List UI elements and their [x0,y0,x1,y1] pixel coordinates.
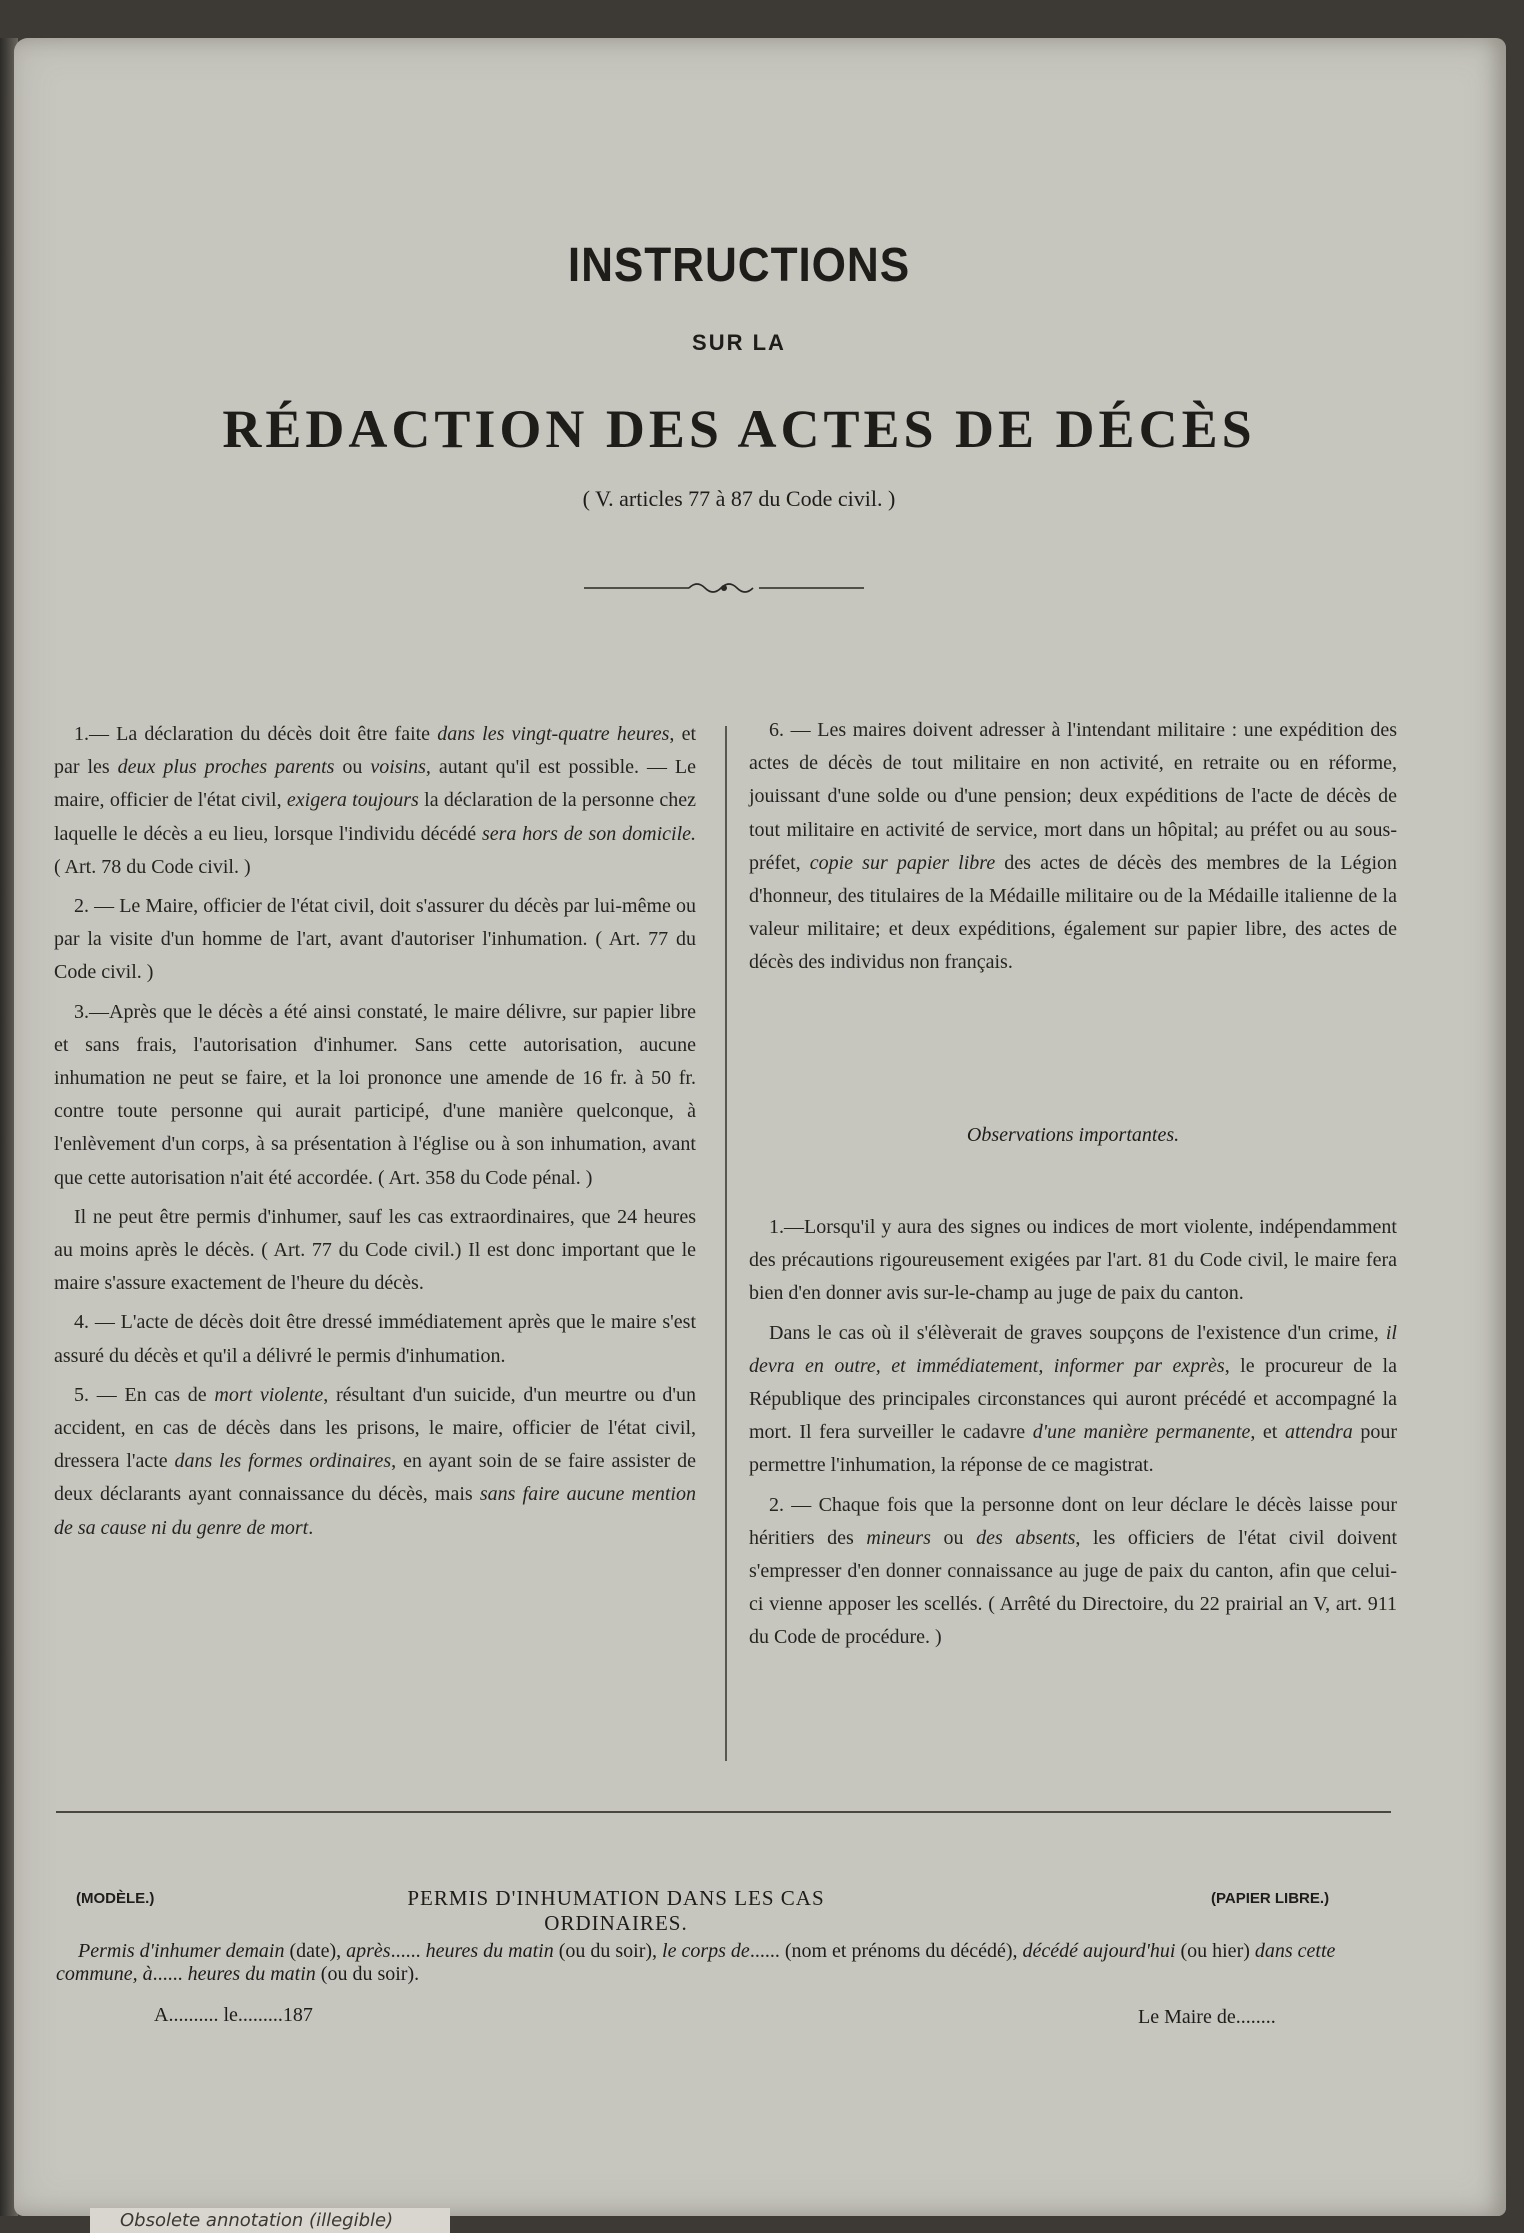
instruction-2: 2. — Le Maire, officier de l'état civil, doit s'assurer du décès par lui-même ou par la visite d'un homme de l'art, avant d'autoriser l'inhumation. ( Art. 77 du Code civil. ) [54,895,696,984]
mayor-signature-line: Le Maire de........ [1138,2006,1276,2028]
place-date-line: A.......... le.........187 [154,2004,313,2026]
observations-column [749,1211,1397,1661]
document-subtitle: SUR LA [692,330,786,355]
left-column [54,718,696,1551]
observation-2: 2. — Chaque fois que la personne dont on leur déclare le décès laisse pour héritiers des mineurs ou des absents, les officiers de l'état civil doivent s'empresser d'en donner connaissance au juge de paix du canton, afin que celui-ci vienne apposer les scellés. ( Arrêté du Directoire, du 22 prairial an V, art. 911 du Code de procédure. ) [749,1493,1398,1649]
instruction-3-note: Il ne peut être permis d'inhumer, sauf les cas extraordinaires, que 24 heures au moins après le décès. ( Art. 77 du Code civil.) Il est donc important que le maire s'assure exactement de l'heure du décès. [54,1205,696,1295]
document-page [14,38,1506,2216]
observation-1: 1.—Lorsqu'il y aura des signes ou indices de mort violente, indépendamment des précautions rigoureusement exigées par l'art. 81 du Code civil, le maire fera bien d'en donner avis sur-le-champ au juge de paix du canton. [749,1216,1397,1305]
instruction-3: 3.—Après que le décès a été ainsi constaté, le maire délivre, sur papier libre et sans frais, l'autorisation d'inhumer. Sans cette autorisation, aucune inhumation ne peut se faire, et la loi prononce une amende de 16 fr. à 50 fr. contre toute personne qui aurait participé, d'une manière quelconque, à l'enlèvement d'un corps, à sa présentation à l'église ou à son inhumation, avant que cette autorisation n'ait été accordée. ( Art. 358 du Code pénal. ) [54,1000,696,1189]
instruction-4: 4. — L'acte de décès doit être dressé immédiatement après que le maire s'est assuré du décès et qu'il a délivré le permis d'inhumation. [54,1311,696,1367]
permis-title: PERMIS D'INHUMATION DANS LES CAS ORDINAIRES. [407,1886,825,1935]
code-reference: ( V. articles 77 à 87 du Code civil. ) [582,486,896,511]
document-title: INSTRUCTIONS [567,239,911,292]
paper-label: (PAPIER LIBRE.) [1211,1890,1330,1907]
document-heading: RÉDACTION DES ACTES DE DÉCÈS [222,399,1256,459]
section-separator [56,1811,1391,1813]
next-page-edge: Obsolete annotation (illegible) [90,2208,450,2233]
instruction-6: 6. — Les maires doivent adresser à l'intendant militaire : une expédition des actes de décès de tout militaire en non activité, en retraite ou en réforme, jouissant d'une solde ou d'une pension; deux expéditions de l'acte de décès de tout militaire en activité de service, mort dans un hôpital; au préfet ou au sous-préfet, copie sur papier libre des actes de décès des membres de la Légion d'honneur, des titulaires de la Médaille militaire ou de la Médaille italienne de la valeur militaire; et deux expéditions, également sur papier libre, des actes de décès des individus non français. [749,719,1398,974]
column-divider [725,726,727,1761]
permis-header [76,1886,1376,1935]
instruction-1: 1.— La déclaration du décès doit être faite dans les vingt-quatre heures, et par les deux plus proches parents ou voisins, autant qu'il est possible. — Le maire, officier de l'état civil, exigera toujours la déclaration de la personne chez laquelle le décès a eu lieu, lorsque l'individu décédé sera hors de son domicile. ( Art. 78 du Code civil. ) [54,723,696,878]
observations-title: Observations importantes. [966,1124,1180,1146]
ornament-divider [584,576,864,600]
right-column [749,714,1397,986]
model-label: (MODÈLE.) [76,1890,155,1907]
permis-model-text: Permis d'inhumer demain (date), après...... heures du matin (ou du soir), le corps de...... (nom et prénoms du décédé), décédé aujourd'hui (ou hier) dans cette commune, à...... heures du matin (ou du soir). [56,1940,1336,1985]
observation-1-note: Dans le cas où il s'élèverait de graves soupçons de l'existence d'un crime, il devra en outre, et immédiatement, informer par exprès, le procureur de la République des principales circonstances qui auront précédé et accompagné la mort. Il fera surveiller le cadavre d'une manière permanente, et attendra pour permettre l'inhumation, la réponse de ce magistrat. [749,1321,1397,1477]
instruction-5: 5. — En cas de mort violente, résultant d'un suicide, d'un meurtre ou d'un accident, en cas de décès dans les prisons, le maire, officier de l'état civil, dressera l'acte dans les formes ordinaires, en ayant soin de se faire assister de deux déclarants ayant connaissance du décès, mais sans faire aucune mention de sa cause ni du genre de mort. [54,1383,696,1539]
